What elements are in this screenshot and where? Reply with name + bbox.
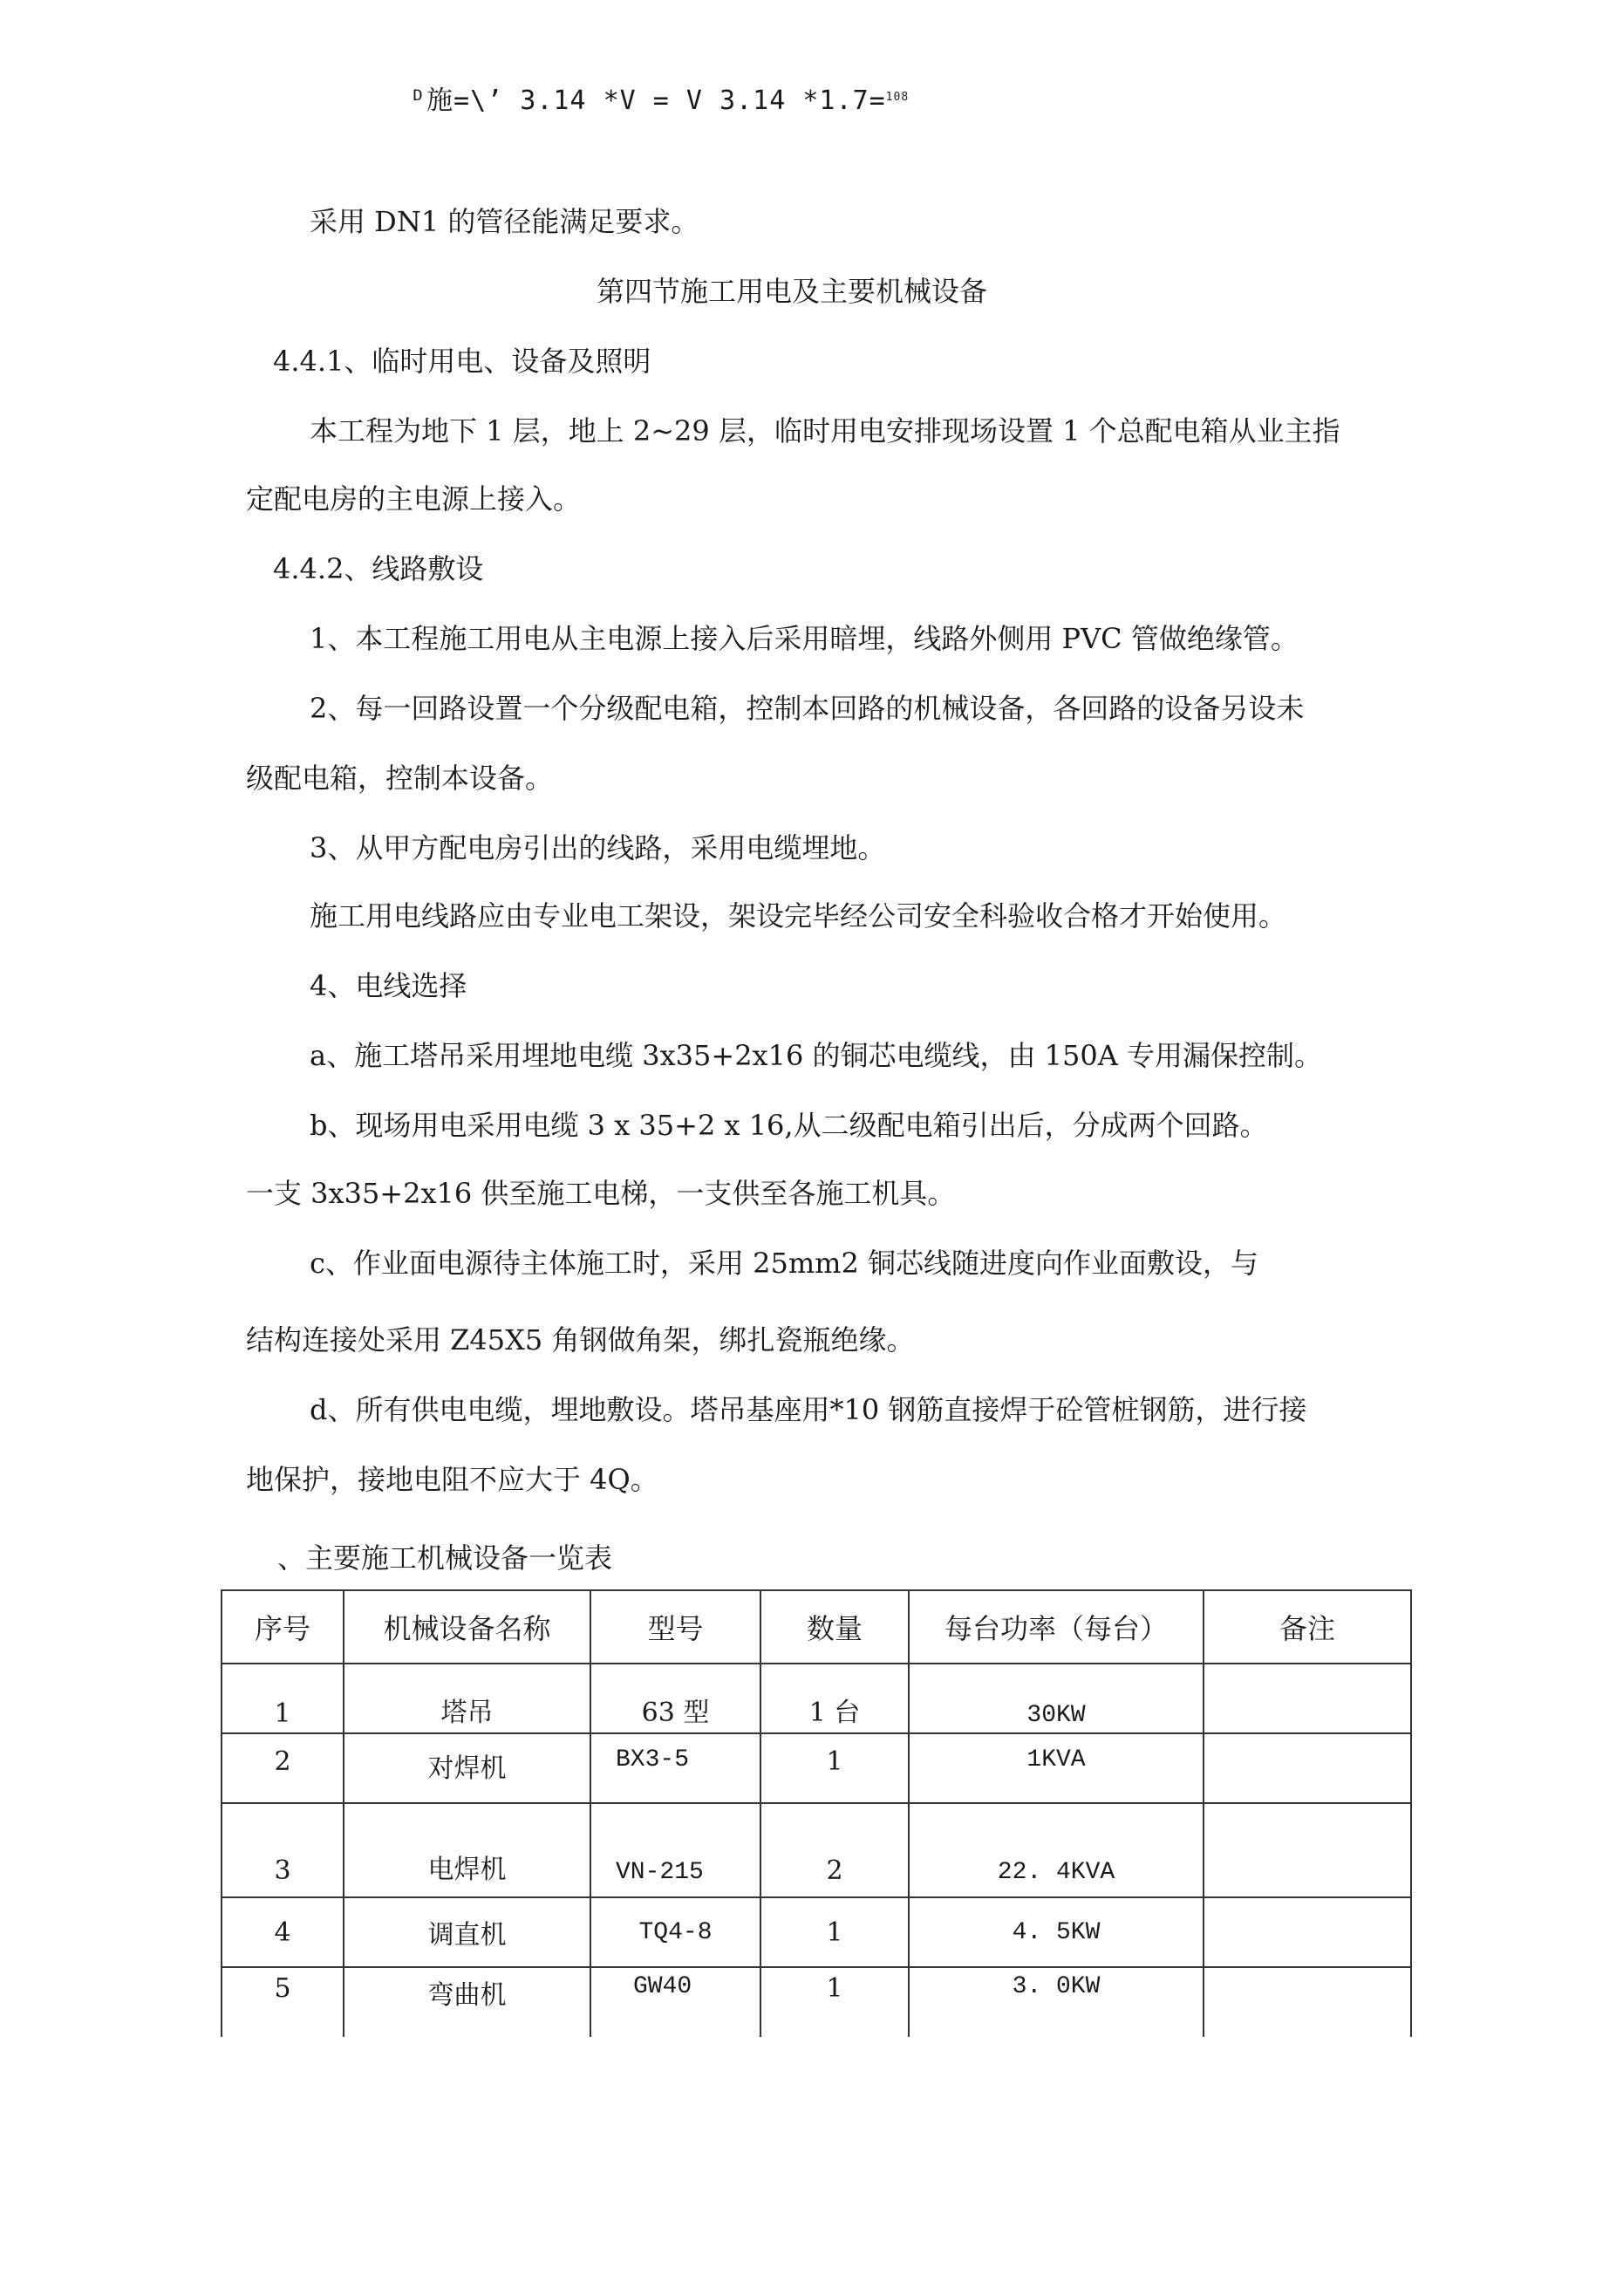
equipment-table (221, 1589, 1412, 2037)
cell-quantity: 1 (760, 1733, 909, 1803)
cell-index: 1 (222, 1664, 344, 1733)
cell-model: VN-215 (590, 1803, 760, 1897)
cell-remarks (1204, 1733, 1411, 1803)
cell-power: 4. 5KW (909, 1897, 1204, 1967)
cell-index: 5 (222, 1967, 344, 2037)
cell-name: 调直机 (344, 1897, 590, 1967)
cell-power: 1KVA (909, 1733, 1204, 1803)
paragraph-project-line1: 本工程为地下 1 层，地上 2~29 层，临时用电安排现场设置 1 个总配电箱从业主指 (310, 414, 1340, 448)
list-item-4: 4、电线选择 (310, 969, 467, 1002)
table-header-row (222, 1590, 1411, 1664)
heading-4-4-2: 4.4.2、线路敷设 (273, 552, 484, 585)
cell-power: 30KW (909, 1664, 1204, 1733)
cell-index: 2 (222, 1733, 344, 1803)
formula-superscript: 108 (885, 91, 910, 104)
table-row (222, 1733, 1411, 1803)
cell-name: 电焊机 (344, 1803, 590, 1897)
cell-remarks (1204, 1897, 1411, 1967)
cell-name: 对焊机 (344, 1733, 590, 1803)
header-equipment-name: 机械设备名称 (344, 1590, 590, 1664)
cell-model: BX3-5 (590, 1733, 760, 1803)
heading-4-4-1: 4.4.1、临时用电、设备及照明 (273, 345, 651, 378)
cell-quantity: 1 台 (760, 1664, 909, 1733)
cell-model: 63 型 (590, 1664, 760, 1733)
formula-text: ᴰ施=\’ 3.14 *V = V 3.14 *1.7= (410, 85, 886, 116)
cell-power: 3. 0KW (909, 1967, 1204, 2037)
wire-item-d-line1: d、所有供电电缆，埋地敷设。塔吊基座用*10 钢筋直接焊于砼管桩钢筋，进行接 (310, 1393, 1307, 1426)
paragraph-project-line2: 定配电房的主电源上接入。 (246, 482, 582, 516)
cell-remarks (1204, 1967, 1411, 2037)
header-remarks: 备注 (1204, 1590, 1411, 1664)
table-row (222, 1897, 1411, 1967)
table-row (222, 1967, 1411, 2037)
paragraph-pipe-diameter: 采用 DN1 的管径能满足要求。 (310, 205, 699, 238)
table-row (222, 1803, 1411, 1897)
section-title: 第四节施工用电及主要机械设备 (597, 275, 988, 308)
wire-item-b-line2: 一支 3x35+2x16 供至施工电梯，一支供至各施工机具。 (246, 1177, 956, 1210)
list-item-2-line2: 级配电箱，控制本设备。 (246, 762, 554, 795)
wire-item-a: a、施工塔吊采用埋地电缆 3x35+2x16 的铜芯电缆线，由 150A 专用漏保控制。 (310, 1039, 1323, 1072)
cell-model: TQ4-8 (590, 1897, 760, 1967)
cell-index: 3 (222, 1803, 344, 1897)
wire-item-c-line2: 结构连接处采用 Z45X5 角钢做角架，绑扎瓷瓶绝缘。 (246, 1323, 915, 1356)
cell-remarks (1204, 1803, 1411, 1897)
table-row (222, 1664, 1411, 1733)
list-item-1: 1、本工程施工用电从主电源上接入后采用暗埋，线路外侧用 PVC 管做绝缘管。 (310, 622, 1299, 655)
cell-name: 弯曲机 (344, 1967, 590, 2037)
cell-index: 4 (222, 1897, 344, 1967)
header-power: 每台功率（每台） (909, 1590, 1204, 1664)
header-quantity: 数量 (760, 1590, 909, 1664)
table-title: 、主要施工机械设备一览表 (277, 1541, 613, 1575)
cell-remarks (1204, 1664, 1411, 1733)
header-index: 序号 (222, 1590, 344, 1664)
header-model: 型号 (590, 1590, 760, 1664)
wire-item-d-line2: 地保护，接地电阻不应大于 4Q。 (246, 1463, 658, 1496)
wire-item-b-line1: b、现场用电采用电缆 3 x 35+2 x 16,从二级配电箱引出后，分成两个回路。 (310, 1109, 1268, 1142)
wire-item-c-line1: c、作业面电源待主体施工时，采用 25mm2 铜芯线随进度向作业面敷设，与 (310, 1247, 1259, 1280)
cell-model: GW40 (590, 1967, 760, 2037)
cell-power: 22. 4KVA (909, 1803, 1204, 1897)
cell-quantity: 1 (760, 1897, 909, 1967)
list-item-3: 3、从甲方配电房引出的线路，采用电缆埋地。 (310, 831, 886, 864)
cell-quantity: 1 (760, 1967, 909, 2037)
cell-name: 塔吊 (344, 1664, 590, 1733)
formula-line (410, 84, 909, 119)
cell-quantity: 2 (760, 1803, 909, 1897)
list-item-2-line1: 2、每一回路设置一个分级配电箱，控制本回路的机械设备，各回路的设备另设未 (310, 692, 1305, 725)
paragraph-installation: 施工用电线路应由专业电工架设，架设完毕经公司安全科验收合格才开始使用。 (310, 899, 1287, 933)
